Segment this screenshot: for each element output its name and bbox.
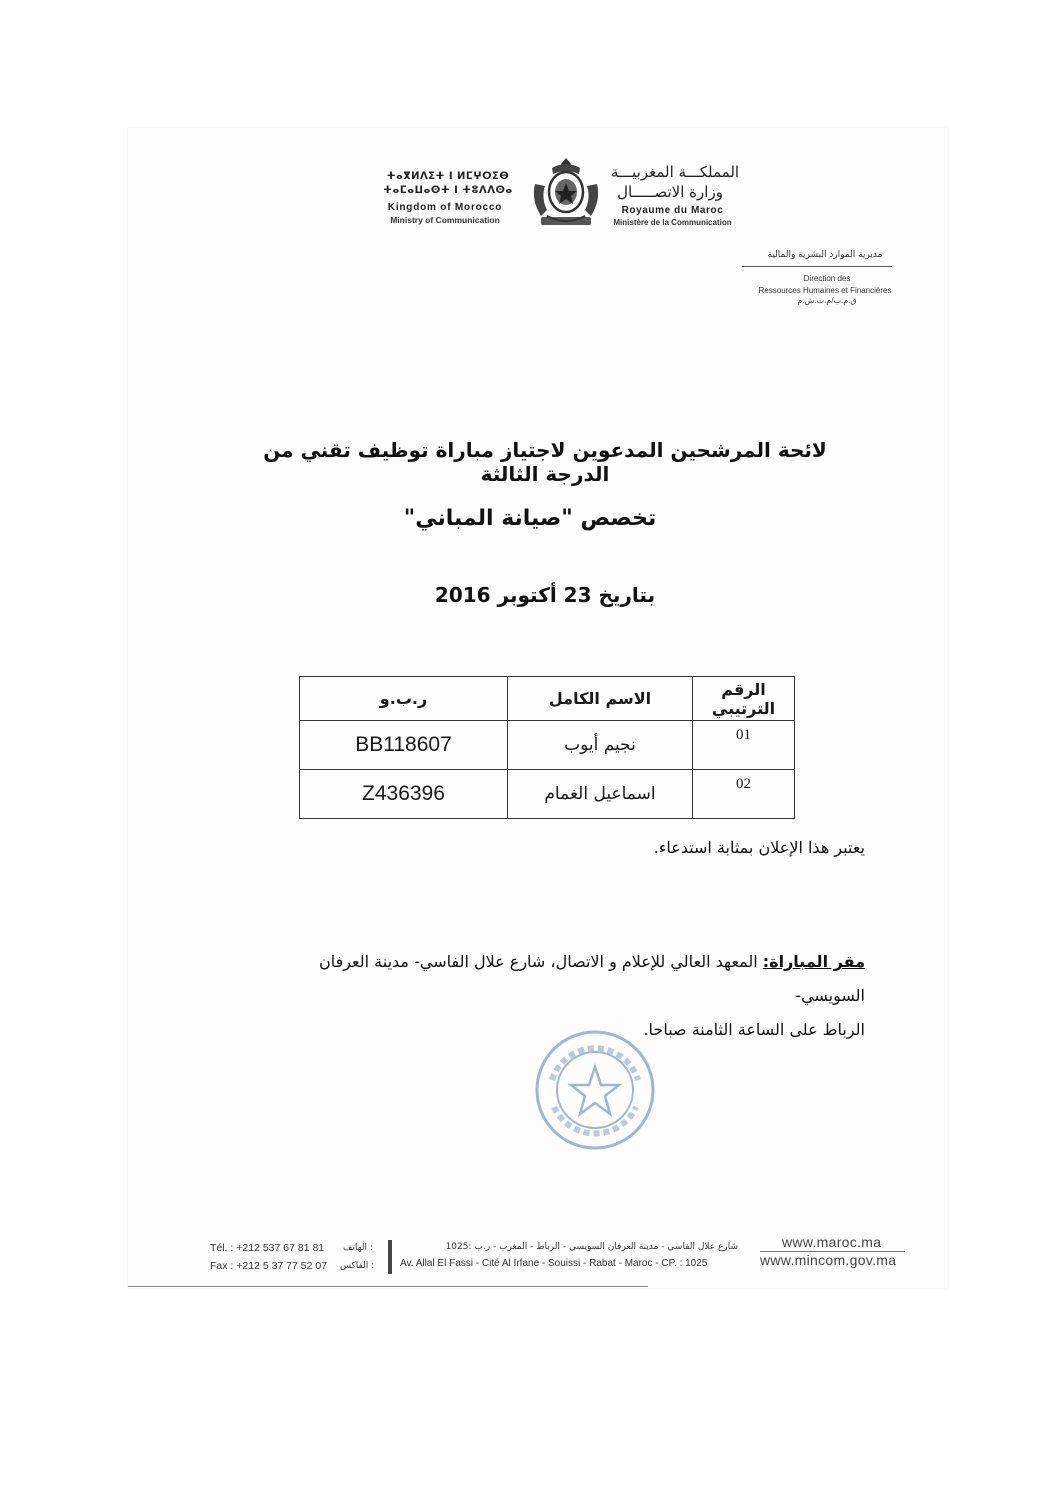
ministry-fr: Ministère de la Communication — [613, 218, 732, 227]
table-header-row — [300, 677, 795, 721]
footer-phone: Tél. : +212 537 67 81 81 — [210, 1242, 325, 1254]
header-full-name: الاسم الكامل — [508, 677, 693, 721]
footer-phone-label-ar: : الهاتف — [343, 1243, 373, 1253]
kingdom-ar: المملكـــة المغربيـــة — [610, 163, 740, 181]
cell-rank: 02 — [693, 770, 795, 819]
cell-rank: 01 — [693, 721, 795, 770]
tifinagh-ministry: ⵜⴰⵎⴰⵡⴰⵙⵜ ⵏ ⵜⵓⴷⴷⵙⴰ — [383, 185, 513, 196]
footer-address-ar: شارع علال الفاسي - مدينة العرفان السويسي - الرباط - المغرب - ر.ب :1025 — [445, 1242, 738, 1252]
header-rank: الرقم الترتيبي — [693, 677, 795, 721]
department-rule — [742, 266, 892, 267]
ministry-ar: وزارة الاتصـــــال — [617, 183, 723, 201]
footer-fax-label-ar: : الفاكس — [340, 1261, 375, 1271]
department-fr-line1: Direction des — [803, 274, 851, 283]
cell-name: نجيم أيوب — [508, 721, 693, 770]
ministry-en: Ministry of Communication — [390, 215, 500, 225]
document-title: لائحة المرشحين المدعوين لاجتياز مباراة توظيف تقني من الدرجة الثالثة — [263, 438, 827, 486]
cell-name: اسماعيل الغمام — [508, 770, 693, 819]
footer-divider — [388, 1240, 392, 1274]
exam-date: بتاريخ 23 أكتوبر 2016 — [434, 583, 656, 607]
tifinagh-kingdom: ⵜⴰⴳⵍⴷⵉⵜ ⵏ ⵍⵎⵖⵔⵉⴱ — [386, 171, 510, 182]
kingdom-fr: Royaume du Maroc — [621, 205, 724, 216]
table-row — [300, 770, 795, 819]
coat-of-arms-emblem — [527, 154, 605, 232]
footer-fax: Fax : +212 5 37 77 52 07 — [210, 1260, 328, 1272]
footer-address-fr: Av. Allal El Fassi - Cité Al Irfane - Souissi - Rabat - Maroc - CP. : 1025 — [400, 1258, 708, 1269]
department-fr-line2: Ressources Humaines et Financières — [758, 286, 892, 295]
website-maroc: www.maroc.ma — [782, 1234, 882, 1250]
candidates-table — [299, 676, 795, 819]
website-mincom: www.mincom.gov.ma — [760, 1252, 897, 1268]
ministry-stamp — [530, 1025, 660, 1155]
venue-line2: الرباط على الساعة الثامنة صباحا. — [643, 1020, 865, 1039]
kingdom-en: Kingdom of Morocco — [387, 202, 503, 213]
specialty-subtitle: تخصص "صيانة المباني" — [403, 506, 657, 531]
header-id: ر.ب.و — [300, 677, 508, 721]
cell-id: BB118607 — [300, 721, 508, 770]
table-row — [300, 721, 795, 770]
venue-line1: المعهد العالي للإعلام و الاتصال، شارع علال الفاسي- مدينة العرفان السويسي- — [318, 952, 865, 1005]
department-ar: مديرية الموارد البشرية والمالية — [767, 250, 883, 260]
department-code: ق.م.ب/م.ت.ش.م — [797, 296, 857, 305]
scan-edge-line — [128, 1286, 648, 1287]
venue-label: مقر المباراة: — [762, 952, 865, 971]
convocation-notice: يعتبر هذا الإعلان بمثابة استدعاء. — [653, 838, 865, 857]
cell-id: Z436396 — [300, 770, 508, 819]
